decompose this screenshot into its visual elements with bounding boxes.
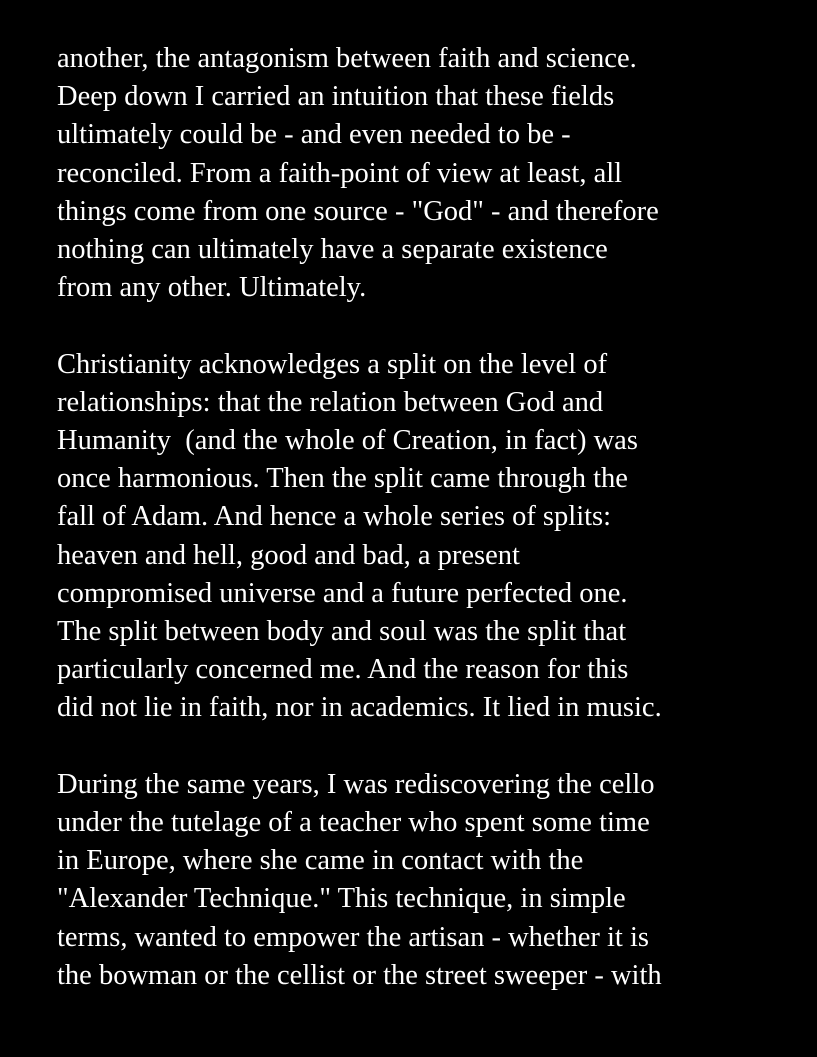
text-line: During the same years, I was rediscovering the cello bbox=[57, 768, 655, 800]
text-line: things come from one source - "God" - and therefore bbox=[57, 195, 659, 227]
text-line: ultimately could be - and even needed to be - bbox=[57, 119, 571, 151]
text-line: another, the antagonism between faith and science. bbox=[57, 43, 637, 74]
text-line: "Alexander Technique." This technique, in simple bbox=[57, 883, 626, 915]
text-line: fall of Adam. And hence a whole series of splits: bbox=[57, 501, 612, 533]
text-line: in Europe, where she came in contact with the bbox=[57, 845, 584, 877]
paragraph-spacer bbox=[57, 728, 797, 766]
text-line: particularly concerned me. And the reason for this bbox=[57, 654, 629, 686]
body-text bbox=[57, 40, 797, 995]
text-line: heaven and hell, good and bad, a present bbox=[57, 539, 520, 571]
text-line: compromised universe and a future perfected one. bbox=[57, 577, 628, 609]
text-line: under the tutelage of a teacher who spent some time bbox=[57, 807, 650, 839]
text-line: nothing can ultimately have a separate existence bbox=[57, 234, 608, 266]
paragraph-2 bbox=[57, 346, 797, 728]
text-line: Humanity (and the whole of Creation, in fact) was bbox=[57, 425, 638, 457]
text-line: once harmonious. Then the split came through the bbox=[57, 463, 628, 495]
text-line: reconciled. From a faith-point of view at least, all bbox=[57, 157, 623, 189]
text-line: from any other. Ultimately. bbox=[57, 272, 367, 304]
text-line: Christianity acknowledges a split on the level of bbox=[57, 348, 608, 380]
text-line: did not lie in faith, nor in academics. It lied in music. bbox=[57, 692, 662, 724]
text-line: Deep down I carried an intuition that these fields bbox=[57, 81, 615, 113]
paragraph-3 bbox=[57, 766, 797, 995]
text-line: relationships: that the relation between God and bbox=[57, 386, 604, 418]
paragraph-1 bbox=[57, 40, 797, 307]
paragraph-spacer bbox=[57, 307, 797, 345]
text-line: terms, wanted to empower the artisan - whether it is bbox=[57, 921, 649, 953]
text-line: The split between body and soul was the split that bbox=[57, 616, 627, 648]
text-line: the bowman or the cellist or the street sweeper - with bbox=[57, 959, 662, 991]
